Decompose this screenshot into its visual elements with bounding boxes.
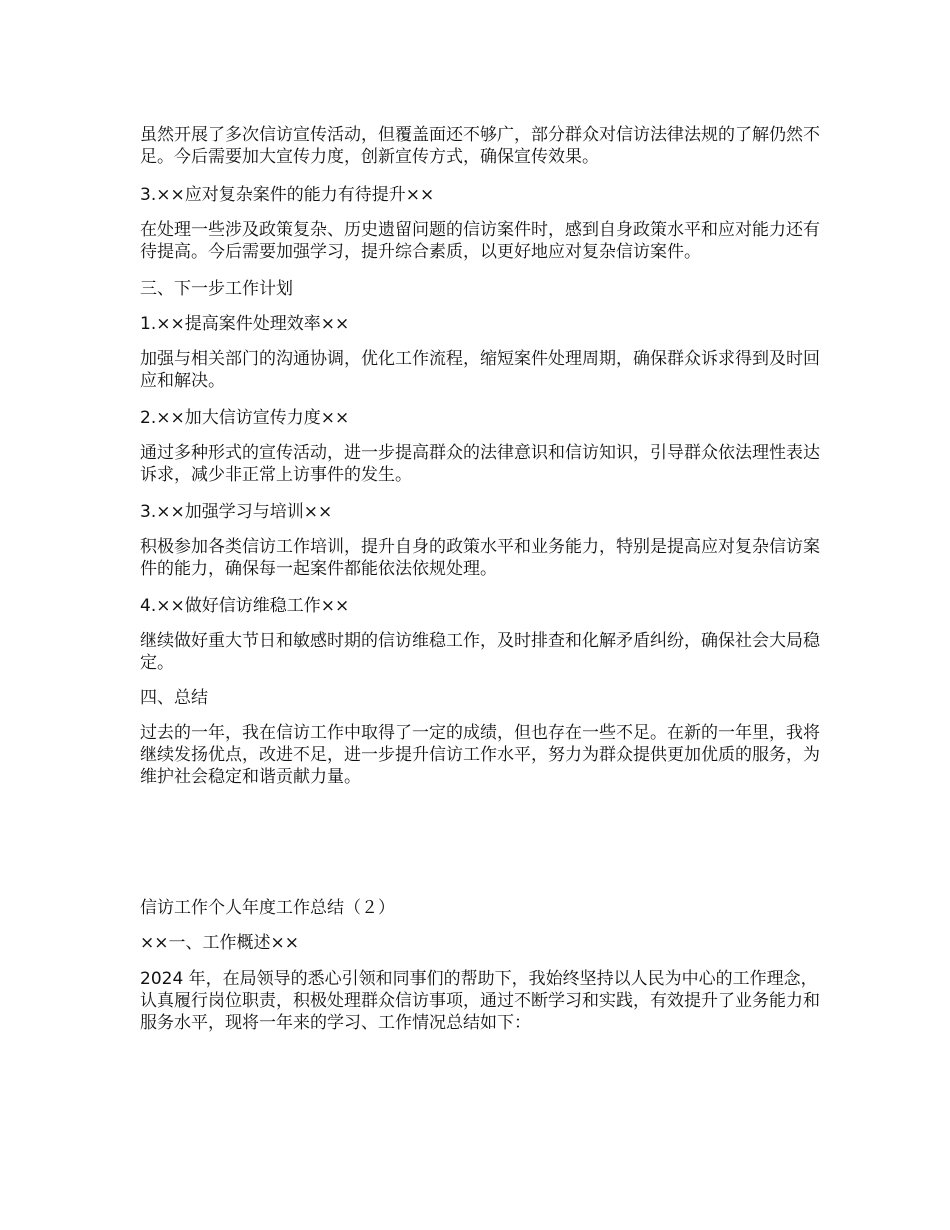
overview-paragraph: 2024 年，在局领导的悉心引领和同事们的帮助下，我始终坚持以人民为中心的工作理念，认真履行岗位职责，积极处理群众信访事项，通过不断学习和实践，有效提升了业务能力和服务水平，现将一年来的学习、工作情况总结如下：	[140, 969, 820, 1033]
section-heading-overview: ××一、工作概述××	[140, 933, 299, 953]
paragraph-complex-cases: 在处理一些涉及政策复杂、历史遗留问题的信访案件时，感到自身政策水平和应对能力还有待提高。今后需要加强学习，提升综合素质，以更好地应对复杂信访案件。	[140, 220, 820, 262]
section-heading-next-steps: 三、下一步工作计划	[140, 279, 293, 299]
plan2-paragraph: 通过多种形式的宣传活动，进一步提高群众的法律意识和信访知识，引导群众依法理性表达诉求，减少非正常上访事件的发生。	[140, 443, 820, 485]
plan4-paragraph: 继续做好重大节日和敏感时期的信访维稳工作，及时排查和化解矛盾纠纷，确保社会大局稳定。	[140, 631, 820, 673]
plan3-paragraph: 积极参加各类信访工作培训，提升自身的政策水平和业务能力，特别是提高应对复杂信访案件的能力，确保每一起案件都能依法依规处理。	[140, 537, 820, 579]
plan2-heading: 2.××加大信访宣传力度××	[140, 408, 350, 428]
item-heading-complex-cases: 3.××应对复杂案件的能力有待提升××	[140, 185, 435, 205]
summary-paragraph: 过去的一年，我在信访工作中取得了一定的成绩，但也存在一些不足。在新的一年里，我将继续发扬优点，改进不足，进一步提升信访工作水平，努力为群众提供更加优质的服务，为维护社会稳定和谐贡献力量。	[140, 723, 820, 787]
section-heading-summary: 四、总结	[140, 688, 208, 708]
plan3-heading: 3.××加强学习与培训××	[140, 502, 333, 522]
plan4-heading: 4.××做好信访维稳工作××	[140, 596, 350, 616]
plan1-paragraph: 加强与相关部门的沟通协调，优化工作流程，缩短案件处理周期，确保群众诉求得到及时回应和解决。	[140, 349, 820, 391]
paragraph-publicity-gap: 虽然开展了多次信访宣传活动，但覆盖面还不够广，部分群众对信访法律法规的了解仍然不足。今后需要加大宣传力度，创新宣传方式，确保宣传效果。	[140, 125, 820, 167]
plan1-heading: 1.××提高案件处理效率××	[140, 314, 350, 334]
document-title-2: 信访工作个人年度工作总结（２）	[140, 898, 395, 918]
